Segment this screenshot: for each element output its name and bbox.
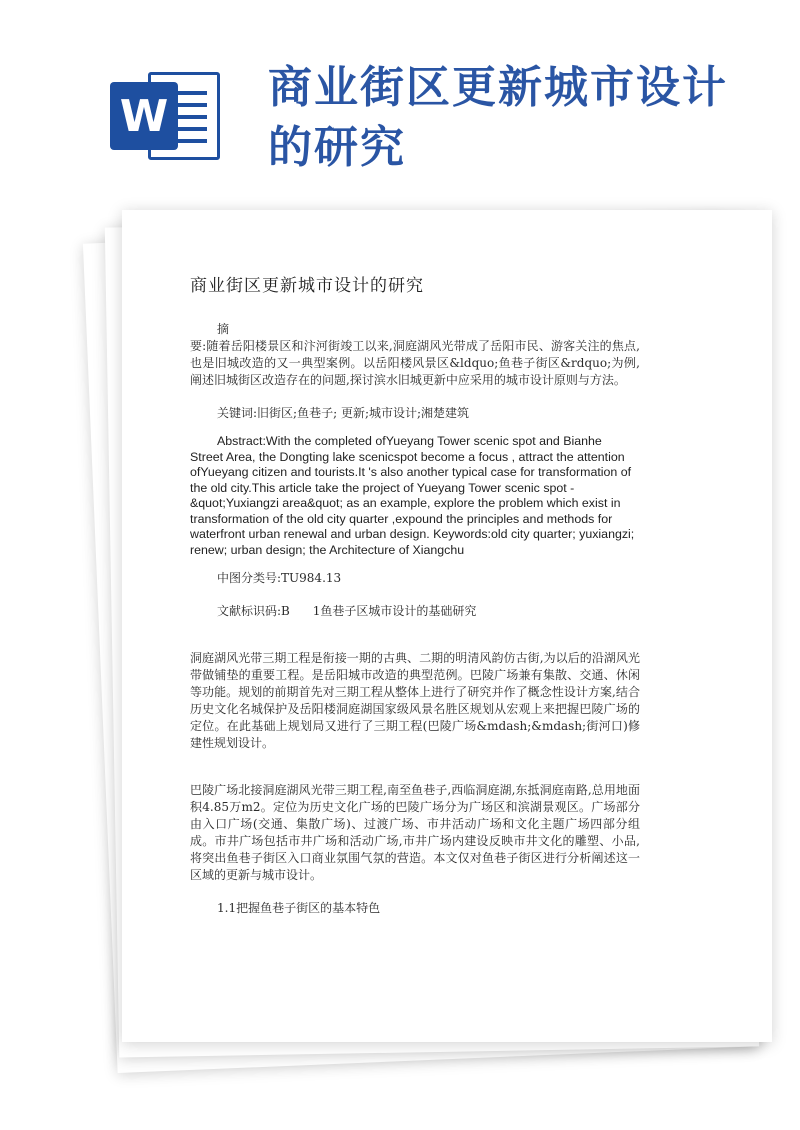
document-code: 文献标识码:B 1鱼巷子区城市设计的基础研究 — [217, 604, 477, 618]
word-logo — [110, 68, 222, 164]
banner-title: 商业街区更新城市设计的研究 — [268, 62, 728, 173]
word-w-icon: W — [110, 82, 178, 150]
body-paragraph-2: 巴陵广场北接洞庭湖风光带三期工程,南至鱼巷子,西临洞庭湖,东抵洞庭南路,总用地面积4.85万m2。定位为历史文化广场的巴陵广场分为广场区和滨湖景观区。广场部分由入口广场(交通、集散广场)、过渡广场、市井活动广场和文化主题广场四部分组成。市井广场包括市井广场和活动广场,市井广场内建设反映市井文化的雕塑、小品,将突出鱼巷子街区入口商业氛围气氛的营造。本文仅对鱼巷子街区进行分析阐述这一区域的更新与城市设计。 — [190, 783, 640, 882]
section-heading: 1.1把握鱼巷子街区的基本特色 — [217, 901, 381, 915]
abstract-english-body: Street Area, the Dongting lake scenicspot become a focus , attract the attention ofYueyang citizen and tourists.It 's also another typical case for transformation of the old city.This article take the project of Yueyang Tower scenic spot -&quot;Yuxiangzi area&quot; as an example, explore the problem which exist in transformation of the old city quarter ,expound the principles and methods for waterfront urban renewal and urban design. Keywords:old city quarter; yuxiangzi; renew; urban design; the Architecture of Xiangchu — [190, 449, 635, 557]
keywords: 关键词:旧街区;鱼巷子; 更新;城市设计;湘楚建筑 — [217, 406, 470, 420]
abstract-label: 摘 — [217, 322, 230, 336]
document-content — [190, 278, 640, 917]
document-title: 商业街区更新城市设计的研究 — [190, 276, 424, 296]
abstract-english — [190, 434, 640, 558]
abstract-body: 要:随着岳阳楼景区和汴河街竣工以来,洞庭湖风光带成了岳阳市民、游客关注的焦点,也是旧城改造的又一典型案例。以岳阳楼风景区&ldquo;鱼巷子街区&rdquo;为例,阐述旧城街区改造存在的问题,探讨滨水旧城更新中应采用的城市设计原则与方法。 — [190, 339, 640, 387]
classification-number: 中图分类号:TU984.13 — [217, 571, 342, 585]
body-paragraph-1: 洞庭湖风光带三期工程是衔接一期的古典、二期的明清风韵仿古街,为以后的沿湖风光带做铺垫的重要工程。是岳阳城市改造的典型范例。巴陵广场兼有集散、交通、休闲等功能。规划的前期首先对三期工程从整体上进行了研究并作了概念性设计方案,结合历史文化名城保护及岳阳楼洞庭湖国家级风景名胜区规划从宏观上来把握巴陵广场的定位。在此基础上规划局又进行了三期工程(巴陵广场&mdash;&mdash;街河口)修建性规划设计。 — [190, 651, 640, 750]
abstract-english-first-line: Abstract:With the completed ofYueyang Tower scenic spot and Bianhe — [217, 434, 602, 448]
